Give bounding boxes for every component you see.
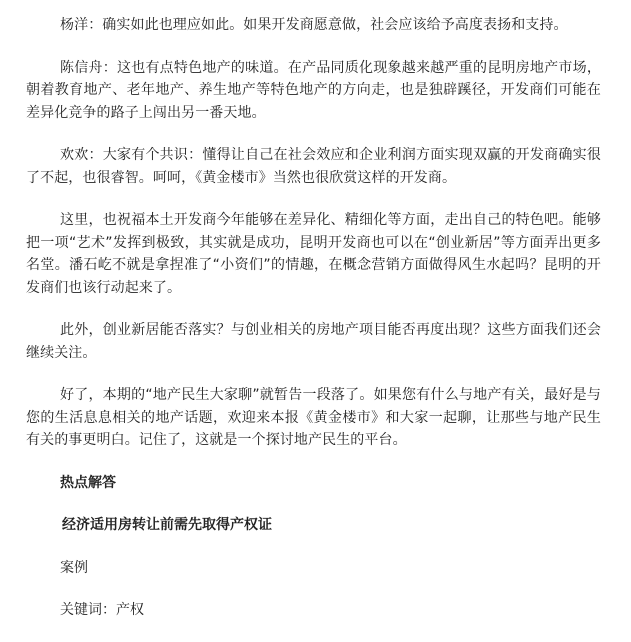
paragraph-chen: 陈信舟：这也有点特色地产的味道。在产品同质化现象越来越严重的昆明房地产市场，朝着教育地产、老年地产、养生地产等特色地产的方向走，也是独辟蹊径，开发商们可能在差异化竞争的路子上闯出另一番天地。 — [26, 59, 601, 121]
section-heading: 热点解答 — [60, 474, 116, 491]
paragraph-closing: 好了，本期的“地产民生大家聊”就暂告一段落了。如果您有什么与地产有关，最好是与您的生活息息相关的地产话题，欢迎来本报《黄金楼市》和大家一起聊，让那些与地产民生有关的事更明白。记住了，这就是一个探讨地产民生的平台。 — [26, 387, 601, 448]
paragraph-blessing: 这里，也祝福本土开发商今年能够在差异化、精细化等方面，走出自己的特色吧。能够把一项“艺术”发挥到极致，其实就是成功，昆明开发商也可以在“创业新居”等方面弄出更多名堂。潘石屹不就是拿捏准了“小资们”的情趣，在概念营销方面做得风生水起吗？昆明的开发商们也该行动起来了。 — [26, 212, 601, 296]
paragraph-huanhuan: 欢欢：大家有个共识：懂得让自己在社会效应和企业利润方面实现双赢的开发商确实很了不起，也很睿智。呵呵，《黄金楼市》当然也很欣赏这样的开发商。 — [26, 147, 601, 186]
article-title: 经济适用房转让前需先取得产权证 — [62, 517, 272, 533]
category-label: 案例 — [60, 559, 88, 576]
keywords-line: 关键词：产权 — [60, 602, 144, 618]
paragraph-yang: 杨洋：确实如此也理应如此。如果开发商愿意做，社会应该给予高度表扬和支持。 — [60, 17, 568, 33]
article-body — [26, 14, 601, 642]
paragraph-follow-up: 此外，创业新居能否落实？与创业相关的房地产项目能否再度出现？这些方面我们还会继续关注。 — [26, 322, 601, 361]
